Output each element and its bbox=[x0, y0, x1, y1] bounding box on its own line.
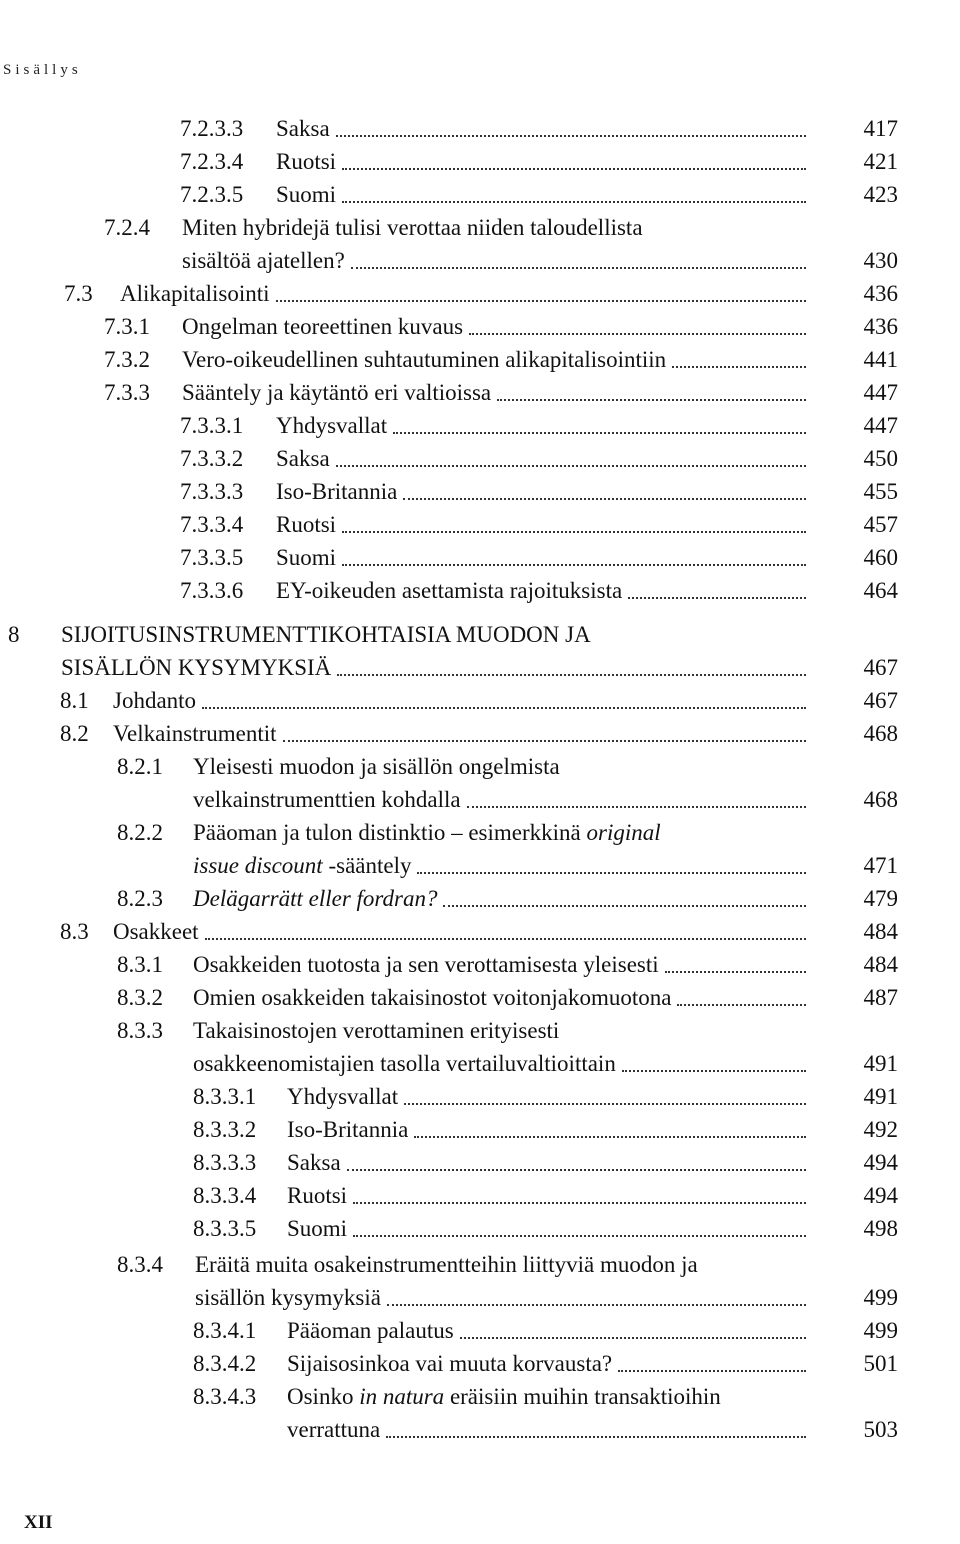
toc-entry-page: 464 bbox=[863, 578, 898, 603]
toc-entry[interactable] bbox=[0, 211, 900, 245]
toc-entry-number: 7.3.3.1 bbox=[180, 413, 244, 438]
toc-entry[interactable] bbox=[0, 1080, 900, 1114]
toc-entry[interactable] bbox=[0, 1047, 900, 1081]
toc-entry-title: Iso-Britannia bbox=[276, 479, 398, 504]
dot-leader bbox=[347, 1169, 806, 1171]
toc-entry-number: 7.3.3.2 bbox=[180, 446, 244, 471]
toc-entry[interactable] bbox=[0, 1014, 900, 1048]
page-number: XII bbox=[24, 1512, 53, 1533]
toc-entry-page: 436 bbox=[863, 281, 898, 306]
toc-entry-number: 7.3.1 bbox=[104, 314, 150, 339]
running-header: Sisällys bbox=[3, 62, 82, 78]
toc-entry-title: Ruotsi bbox=[276, 149, 337, 174]
toc-entry-number: 8.3.1 bbox=[117, 952, 163, 977]
toc-entry-page: 460 bbox=[863, 545, 898, 570]
toc-entry-page: 457 bbox=[863, 512, 898, 537]
toc-entry-title: SIJOITUSINSTRUMENTTIKOHTAISIA MUODON JA bbox=[61, 622, 591, 647]
dot-leader bbox=[393, 432, 806, 434]
toc-entry-page: 491 bbox=[863, 1051, 898, 1076]
toc-entry-number: 8.2.3 bbox=[117, 886, 163, 911]
dot-leader bbox=[337, 674, 806, 676]
toc-entry-number: 8.3 bbox=[60, 919, 89, 944]
toc-entry-number: 7.2.3.5 bbox=[180, 182, 244, 207]
toc-entry-page: 492 bbox=[863, 1117, 898, 1142]
toc-entry-title: Osakkeet bbox=[113, 919, 199, 944]
toc-entry-title: Pääoman ja tulon distinktio – esimerkkinä original bbox=[193, 820, 661, 845]
toc-entry[interactable] bbox=[0, 849, 900, 883]
toc-entry-number: 7.2.3.3 bbox=[180, 116, 244, 141]
dot-leader bbox=[403, 498, 806, 500]
toc-entry[interactable] bbox=[0, 915, 900, 949]
toc-entry[interactable] bbox=[0, 1146, 900, 1180]
toc-entry-number: 8.3.3 bbox=[117, 1018, 163, 1043]
dot-leader bbox=[386, 1436, 806, 1438]
toc-entry[interactable] bbox=[0, 783, 900, 817]
dot-leader bbox=[628, 597, 806, 599]
dot-leader bbox=[387, 1304, 806, 1306]
toc-entry-title: Yhdysvallat bbox=[276, 413, 388, 438]
toc-entry[interactable] bbox=[0, 717, 900, 751]
toc-entry-page: 447 bbox=[863, 413, 898, 438]
toc-entry-number: 8.3.4.1 bbox=[193, 1318, 257, 1343]
toc-entry[interactable] bbox=[0, 541, 900, 575]
toc-entry-number: 7.3.3.5 bbox=[180, 545, 244, 570]
toc-entry-title: Vero-oikeudellinen suhtautuminen alikapitalisointiin bbox=[182, 347, 667, 372]
toc-entry-page: 436 bbox=[863, 314, 898, 339]
toc-entry-number: 8.3.3.1 bbox=[193, 1084, 257, 1109]
toc-entry-title: osakkeenomistajien tasolla vertailuvaltioittain bbox=[193, 1051, 616, 1076]
toc-entry-number: 8.3.3.2 bbox=[193, 1117, 257, 1142]
toc-entry[interactable] bbox=[0, 981, 900, 1015]
toc-entry-number: 8.3.3.3 bbox=[193, 1150, 257, 1175]
toc-entry-page: 471 bbox=[863, 853, 898, 878]
toc-entry-title: Suomi bbox=[287, 1216, 348, 1241]
toc-entry-title: Saksa bbox=[276, 446, 330, 471]
toc-entry-title: Omien osakkeiden takaisinostot voitonjakomuotona bbox=[193, 985, 672, 1010]
dot-leader bbox=[353, 1202, 806, 1204]
toc-entry[interactable] bbox=[0, 277, 900, 311]
toc-entry[interactable] bbox=[0, 376, 900, 410]
toc-entry-title: Yhdysvallat bbox=[287, 1084, 399, 1109]
toc-entry-title: sisältöä ajatellen? bbox=[182, 248, 345, 273]
dot-leader bbox=[672, 366, 806, 368]
toc-entry-title: velkainstrumenttien kohdalla bbox=[193, 787, 461, 812]
toc-entry-title: Ongelman teoreettinen kuvaus bbox=[182, 314, 464, 339]
toc-entry-page: 467 bbox=[863, 655, 898, 680]
toc-entry[interactable] bbox=[0, 178, 900, 212]
toc-entry-page: 468 bbox=[863, 787, 898, 812]
toc-entry[interactable] bbox=[0, 1380, 900, 1414]
toc-entry[interactable] bbox=[0, 1314, 900, 1348]
toc-entry-number: 7.2.3.4 bbox=[180, 149, 244, 174]
toc-entry-page: 494 bbox=[863, 1183, 898, 1208]
dot-leader bbox=[404, 1103, 806, 1105]
toc-entry-page: 501 bbox=[863, 1351, 898, 1376]
toc-entry-number: 8.3.2 bbox=[117, 985, 163, 1010]
toc-entry[interactable] bbox=[0, 684, 900, 718]
toc-entry-number: 8.1 bbox=[60, 688, 89, 713]
toc-entry-title: Pääoman palautus bbox=[287, 1318, 454, 1343]
dot-leader bbox=[342, 168, 806, 170]
toc-entry[interactable] bbox=[0, 475, 900, 509]
toc-entry-page: 499 bbox=[863, 1285, 898, 1310]
toc-entry-title: Ruotsi bbox=[287, 1183, 348, 1208]
toc-entry-page: 498 bbox=[863, 1216, 898, 1241]
toc-entry-title: Sijaisosinkoa vai muuta korvausta? bbox=[287, 1351, 613, 1376]
toc-entry-title: Ruotsi bbox=[276, 512, 337, 537]
toc-entry-page: 468 bbox=[863, 721, 898, 746]
dot-leader bbox=[283, 740, 806, 742]
toc-entry-title: Suomi bbox=[276, 545, 337, 570]
toc-entry[interactable] bbox=[0, 1113, 900, 1147]
toc-entry-title: verrattuna bbox=[287, 1417, 381, 1442]
dot-leader bbox=[414, 1136, 806, 1138]
dot-leader bbox=[497, 399, 806, 401]
dot-leader bbox=[443, 905, 806, 907]
toc-entry[interactable] bbox=[0, 948, 900, 982]
toc-entry[interactable] bbox=[0, 508, 900, 542]
toc-entry-title: Sääntely ja käytäntö eri valtioissa bbox=[182, 380, 492, 405]
dot-leader bbox=[622, 1070, 806, 1072]
toc-entry-title: Iso-Britannia bbox=[287, 1117, 409, 1142]
toc-entry-number: 7.3 bbox=[64, 281, 93, 306]
dot-leader bbox=[202, 707, 806, 709]
toc-entry-number: 8.3.3.5 bbox=[193, 1216, 257, 1241]
toc-entry-page: 421 bbox=[863, 149, 898, 174]
toc-entry-title: Osinko in natura eräisiin muihin transaktioihin bbox=[287, 1384, 721, 1409]
toc-entry[interactable] bbox=[0, 1179, 900, 1213]
toc-entry-number: 7.2.4 bbox=[104, 215, 150, 240]
toc-entry[interactable] bbox=[0, 1413, 900, 1447]
toc-entry[interactable] bbox=[0, 1281, 900, 1315]
dot-leader bbox=[351, 267, 806, 269]
toc-entry-title: Osakkeiden tuotosta ja sen verottamisesta yleisesti bbox=[193, 952, 659, 977]
toc-entry[interactable] bbox=[0, 750, 900, 784]
toc-entry-number: 8.3.4.2 bbox=[193, 1351, 257, 1376]
toc-entry-number: 8.3.4.3 bbox=[193, 1384, 257, 1409]
toc-entry-title: Saksa bbox=[276, 116, 330, 141]
toc-entry-title: Velkainstrumentit bbox=[113, 721, 277, 746]
toc-entry-title: Saksa bbox=[287, 1150, 341, 1175]
toc-entry-title: issue discount -sääntely bbox=[193, 853, 412, 878]
toc-entry-number: 8.3.4 bbox=[117, 1252, 163, 1277]
toc-entry[interactable] bbox=[0, 574, 900, 608]
toc-entry[interactable] bbox=[0, 1212, 900, 1246]
toc-entry-title: Delägarrätt eller fordran? bbox=[193, 886, 438, 911]
toc-entry-title: Yleisesti muodon ja sisällön ongelmista bbox=[193, 754, 560, 779]
toc-entry-page: 484 bbox=[863, 919, 898, 944]
toc-entry-title: SISÄLLÖN KYSYMYKSIÄ bbox=[61, 655, 332, 680]
toc-entry-number: 7.3.2 bbox=[104, 347, 150, 372]
toc-entry-page: 455 bbox=[863, 479, 898, 504]
toc-entry-page: 467 bbox=[863, 688, 898, 713]
toc-entry-page: 479 bbox=[863, 886, 898, 911]
toc-entry-page: 491 bbox=[863, 1084, 898, 1109]
toc-entry[interactable] bbox=[0, 244, 900, 278]
toc-entry[interactable] bbox=[0, 343, 900, 377]
toc-entry[interactable] bbox=[0, 882, 900, 916]
toc-entry-title: Eräitä muita osakeinstrumentteihin liittyviä muodon ja bbox=[195, 1252, 698, 1277]
toc-entry-page: 430 bbox=[863, 248, 898, 273]
toc-entry-number: 7.3.3.3 bbox=[180, 479, 244, 504]
toc-entry-page: 447 bbox=[863, 380, 898, 405]
toc-entry-page: 494 bbox=[863, 1150, 898, 1175]
toc-entry[interactable] bbox=[0, 310, 900, 344]
toc-entry-title: Johdanto bbox=[113, 688, 197, 713]
dot-leader bbox=[460, 1337, 806, 1339]
dot-leader bbox=[353, 1235, 806, 1237]
toc-entry[interactable] bbox=[0, 112, 900, 146]
dot-leader bbox=[342, 531, 806, 533]
toc-entry[interactable] bbox=[0, 145, 900, 179]
dot-leader bbox=[342, 201, 806, 203]
toc-entry-page: 499 bbox=[863, 1318, 898, 1343]
toc-entry[interactable] bbox=[0, 409, 900, 443]
toc-entry-number: 7.3.3.6 bbox=[180, 578, 244, 603]
toc-entry[interactable] bbox=[0, 651, 900, 685]
dot-leader bbox=[467, 806, 806, 808]
dot-leader bbox=[618, 1370, 806, 1372]
toc-entry[interactable] bbox=[0, 816, 900, 850]
dot-leader bbox=[336, 135, 806, 137]
dot-leader bbox=[336, 465, 806, 467]
toc-entry[interactable] bbox=[0, 1347, 900, 1381]
dot-leader bbox=[342, 564, 806, 566]
toc-entry-page: 450 bbox=[863, 446, 898, 471]
toc-entry-title: Takaisinostojen verottaminen erityisesti bbox=[193, 1018, 560, 1043]
dot-leader bbox=[677, 1004, 806, 1006]
toc-entry-title: Alikapitalisointi bbox=[120, 281, 270, 306]
toc-entry-page: 487 bbox=[863, 985, 898, 1010]
toc-entry[interactable] bbox=[0, 1248, 900, 1282]
toc-entry-title: sisällön kysymyksiä bbox=[195, 1285, 381, 1310]
toc-entry-page: 417 bbox=[863, 116, 898, 141]
toc-entry-number: 7.3.3 bbox=[104, 380, 150, 405]
dot-leader bbox=[665, 971, 806, 973]
toc-entry[interactable] bbox=[0, 618, 900, 652]
toc-entry-page: 441 bbox=[863, 347, 898, 372]
toc-entry-title: EY-oikeuden asettamista rajoituksista bbox=[276, 578, 623, 603]
dot-leader bbox=[469, 333, 806, 335]
dot-leader bbox=[205, 938, 806, 940]
toc-entry-page: 484 bbox=[863, 952, 898, 977]
toc-entry-page: 423 bbox=[863, 182, 898, 207]
toc-entry-number: 8 bbox=[8, 622, 20, 647]
toc-entry-title: Miten hybridejä tulisi verottaa niiden taloudellista bbox=[182, 215, 643, 240]
dot-leader bbox=[417, 872, 806, 874]
toc-entry-number: 7.3.3.4 bbox=[180, 512, 244, 537]
toc-entry-number: 8.2.1 bbox=[117, 754, 163, 779]
toc-entry-number: 8.2.2 bbox=[117, 820, 163, 845]
toc-entry-title: Suomi bbox=[276, 182, 337, 207]
toc-entry[interactable] bbox=[0, 442, 900, 476]
toc-entry-number: 8.2 bbox=[60, 721, 89, 746]
dot-leader bbox=[276, 300, 807, 302]
toc-entry-number: 8.3.3.4 bbox=[193, 1183, 257, 1208]
toc-entry-page: 503 bbox=[863, 1417, 898, 1442]
